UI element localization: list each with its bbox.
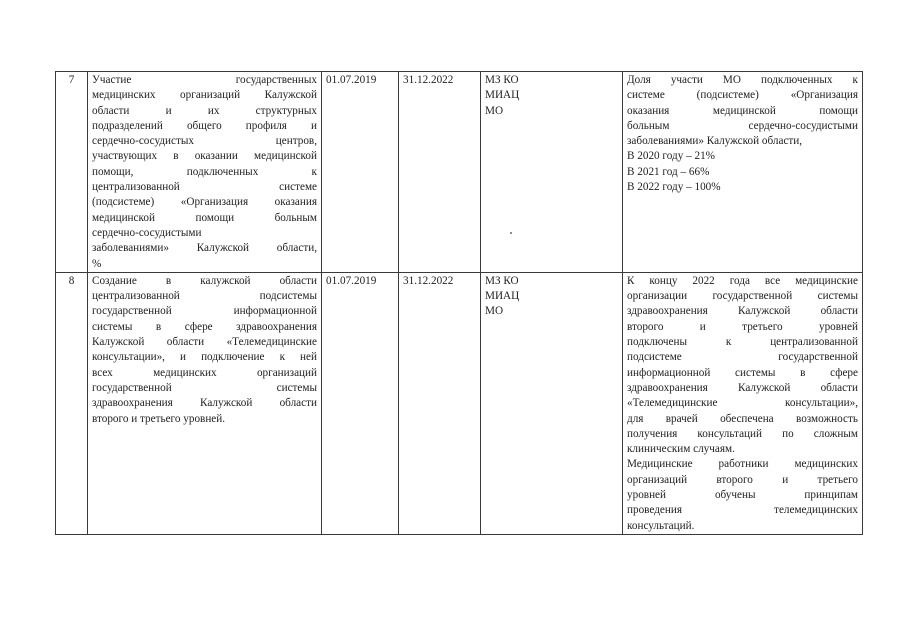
result-line: получения консультаций по сложным bbox=[627, 427, 858, 440]
result-line: Медицинские работники медицинских bbox=[627, 458, 858, 471]
table-row bbox=[56, 272, 863, 534]
result-line: «Телемедицинские консультации», bbox=[627, 397, 858, 410]
executor: МЗ КО bbox=[485, 274, 519, 287]
description-line: централизованной системе bbox=[92, 181, 317, 194]
result-line: подсистеме государственной bbox=[627, 351, 858, 364]
result-line: организации государственной системы bbox=[627, 290, 858, 303]
result-line: клиническим случаям. bbox=[627, 443, 735, 456]
description-line: Создание в калужской области bbox=[92, 274, 317, 287]
result-line: заболеваниями» Калужской области, bbox=[627, 135, 803, 148]
executor: МО bbox=[485, 104, 504, 117]
result-line: подключены к централизованной bbox=[627, 336, 858, 349]
description-line: помощи, подключенных к bbox=[92, 165, 317, 178]
result-line: здравоохранения Калужской области bbox=[627, 381, 858, 394]
start-date: 01.07.2019 bbox=[322, 72, 399, 273]
description-line: сердечно-сосудистыми bbox=[92, 226, 202, 239]
result-line: К концу 2022 года все медицинские bbox=[627, 274, 858, 287]
executors bbox=[481, 272, 623, 534]
activity-description bbox=[88, 272, 322, 534]
scan-speck bbox=[510, 232, 512, 234]
description-line: заболеваниями» Калужской области, bbox=[92, 242, 317, 255]
executor: МО bbox=[485, 305, 504, 318]
description-line: государственной информационной bbox=[92, 305, 317, 318]
executor: МЗ КО bbox=[485, 74, 519, 86]
description-line: участвующих в оказании медицинской bbox=[92, 150, 317, 163]
description-line: здравоохранения Калужской области bbox=[92, 397, 317, 410]
description-line: централизованной подсистемы bbox=[92, 290, 317, 303]
row-number: 7 bbox=[56, 72, 88, 273]
description-line: Калужской области «Телемедицинские bbox=[92, 336, 317, 349]
result-line: уровней обучены принципам bbox=[627, 489, 858, 502]
table-row bbox=[56, 72, 863, 273]
result-line: проведения телемедицинских bbox=[627, 504, 858, 517]
description-line: системы в сфере здравоохранения bbox=[92, 320, 317, 333]
expected-result bbox=[623, 272, 863, 534]
expected-result bbox=[623, 72, 863, 273]
result-line: организаций второго и третьего bbox=[627, 473, 858, 486]
result-line: больным сердечно-сосудистыми bbox=[627, 119, 858, 132]
description-line: сердечно-сосудистых центров, bbox=[92, 135, 317, 148]
result-line: информационной системы в сфере bbox=[627, 366, 858, 379]
description-line: государственной системы bbox=[92, 381, 317, 394]
executor: МИАЦ bbox=[485, 290, 520, 303]
result-line: для врачей обеспечена возможность bbox=[627, 412, 858, 425]
description-line: всех медицинских организаций bbox=[92, 366, 317, 379]
description-line: области и их структурных bbox=[92, 104, 317, 117]
end-date: 31.12.2022 bbox=[399, 72, 481, 273]
description-line: подразделений общего профиля и bbox=[92, 119, 317, 132]
result-line: В 2022 году – 100% bbox=[627, 181, 721, 194]
description-line: медицинской помощи больным bbox=[92, 211, 317, 224]
result-line: Доля участи МО подключенных к bbox=[627, 74, 858, 86]
end-date: 31.12.2022 bbox=[399, 272, 481, 534]
result-line: здравоохранения Калужской области bbox=[627, 305, 858, 318]
description-line: консультации», и подключение к ней bbox=[92, 351, 317, 364]
description-line: Участие государственных bbox=[92, 74, 317, 86]
description-line: второго и третьего уровней. bbox=[92, 412, 226, 425]
result-line: В 2020 году – 21% bbox=[627, 150, 715, 163]
result-line: оказания медицинской помощи bbox=[627, 104, 858, 117]
result-line: второго и третьего уровней bbox=[627, 320, 858, 333]
result-line: В 2021 год – 66% bbox=[627, 165, 710, 178]
result-line: системе (подсистеме) «Организация bbox=[627, 89, 858, 102]
plan-table bbox=[55, 71, 863, 535]
executor: МИАЦ bbox=[485, 89, 520, 102]
description-line: медицинских организаций Калужской bbox=[92, 89, 317, 102]
row-number: 8 bbox=[56, 272, 88, 534]
description-line: % bbox=[92, 257, 102, 270]
result-line: консультаций. bbox=[627, 519, 695, 532]
description-line: (подсистеме) «Организация оказания bbox=[92, 196, 317, 209]
start-date: 01.07.2019 bbox=[322, 272, 399, 534]
activity-description bbox=[88, 72, 322, 273]
executors bbox=[481, 72, 623, 273]
